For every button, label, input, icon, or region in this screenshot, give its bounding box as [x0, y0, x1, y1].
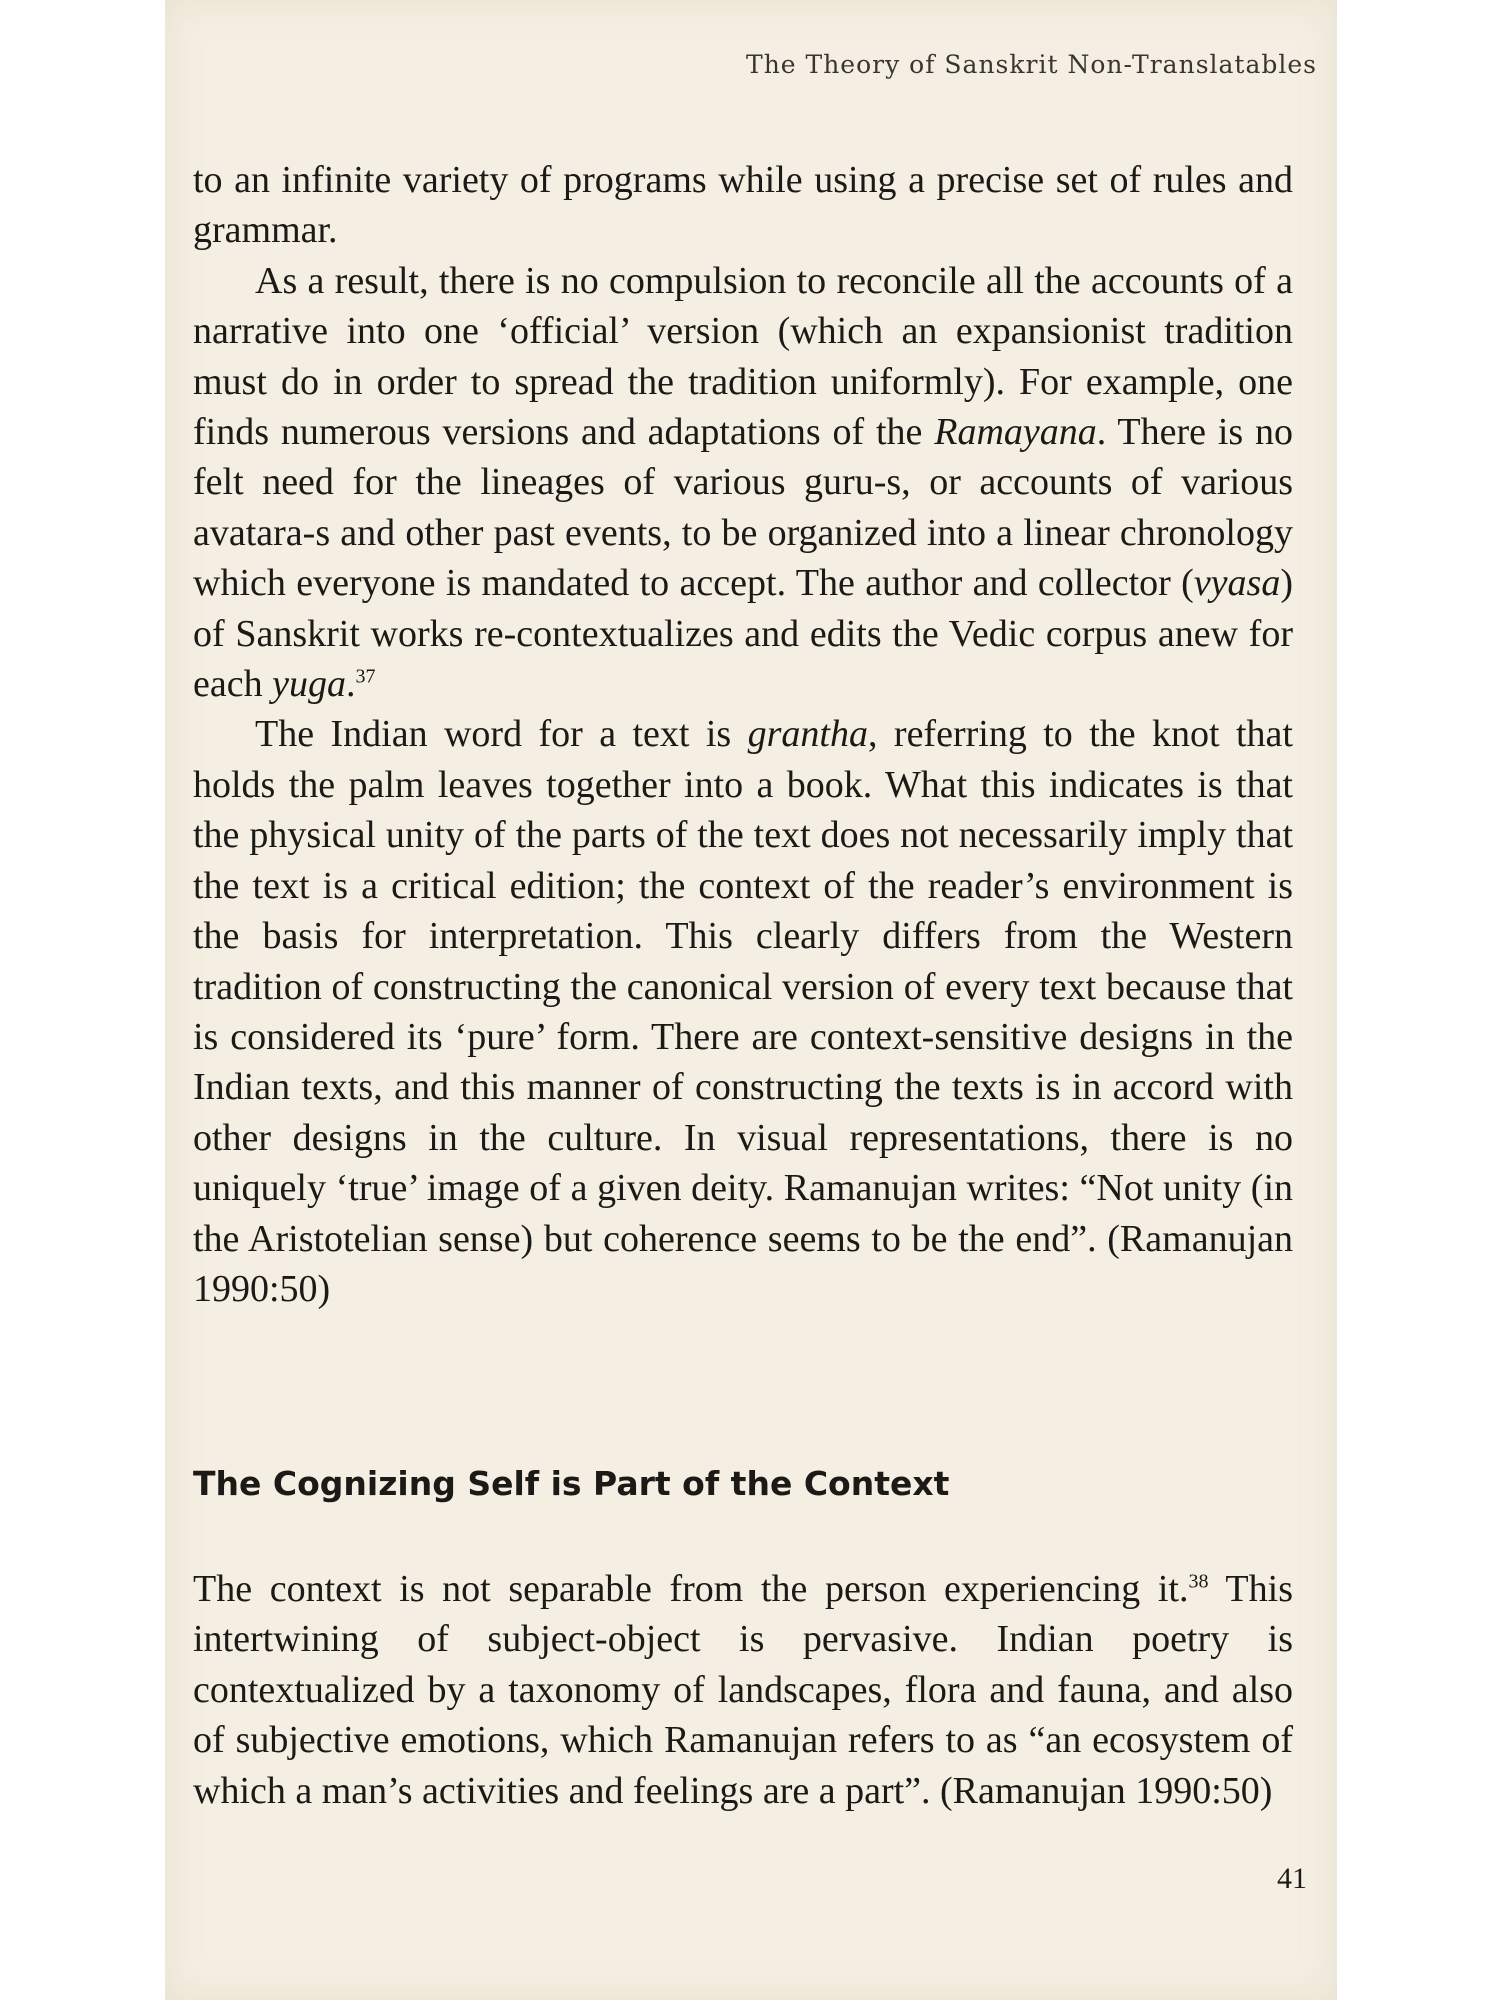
footnote-ref-38: 38 [1188, 1570, 1209, 1593]
italic-yuga: yuga [272, 663, 346, 706]
paragraph-cognizing-self [193, 1564, 1293, 1816]
page-number: 41 [1277, 1862, 1307, 1895]
paragraph-narrative-versions [193, 256, 1293, 710]
italic-vyasa: vyasa [1193, 562, 1281, 605]
text-run: ) of Sanskrit works re-contextualizes and edits the Vedic corpus anew for each [193, 562, 1293, 706]
italic-ramayana: Ramayana [934, 411, 1097, 454]
body-text-section-1 [193, 155, 1293, 1314]
text-run: As a result, there is no compulsion to reconcile all the accounts of a narrative into one ‘official’ version (which an expansionist tradition must do in order to spread the tradition uniformly). For example, one finds numerous versions and adaptations of the [193, 259, 1293, 454]
text-run: The Indian word for a text is [255, 713, 748, 756]
text-run: . There is no felt need for the lineages of various guru-s, or accounts of various avatara-s and other past events, to be organized into a linear chronology which everyone is mandated to accept. The author and collector ( [193, 411, 1293, 605]
body-text-section-2 [193, 1564, 1293, 1816]
text-run: The context is not separable from the person experiencing it. [193, 1568, 1189, 1610]
running-header: The Theory of Sanskrit Non-Translatables [746, 50, 1317, 79]
paragraph-continuation: to an infinite variety of programs while using a precise set of rules and grammar. [193, 159, 1293, 252]
book-page [165, 0, 1337, 2000]
paragraph-grantha [193, 709, 1293, 1314]
text-run: , referring to the knot that holds the palm leaves together into a book. What this indicates is that the physical unity of the parts of the text does not necessarily imply that the text is a critical edition; the context of the reader’s environment is the basis for interpretation. This clearly differs from the Western tradition of constructing the canonical version of every text because that is considered its ‘pure’ form. There are context-sensitive designs in the Indian texts, and this manner of constructing the texts is in accord with other designs in the culture. In visual representations, there is no uniquely ‘true’ image of a given deity. Ramanujan writes: “Not unity (in the Aristotelian sense) but coherence seems to be the end”. (Ramanujan 1990:50) [193, 713, 1293, 1310]
text-run: . [345, 663, 356, 706]
italic-grantha: grantha [747, 713, 868, 756]
text-run: This intertwining of subject-object is pervasive. Indian poetry is contextualized by a taxonomy of landscapes, flora and fauna, and also of subjective emotions, which Ramanujan refers to as “an ecosystem of which a man’s activities and feelings are a part”. (Ramanujan 1990:50) [193, 1568, 1293, 1812]
footnote-ref-37: 37 [355, 665, 376, 688]
section-heading: The Cognizing Self is Part of the Context [193, 1464, 950, 1503]
